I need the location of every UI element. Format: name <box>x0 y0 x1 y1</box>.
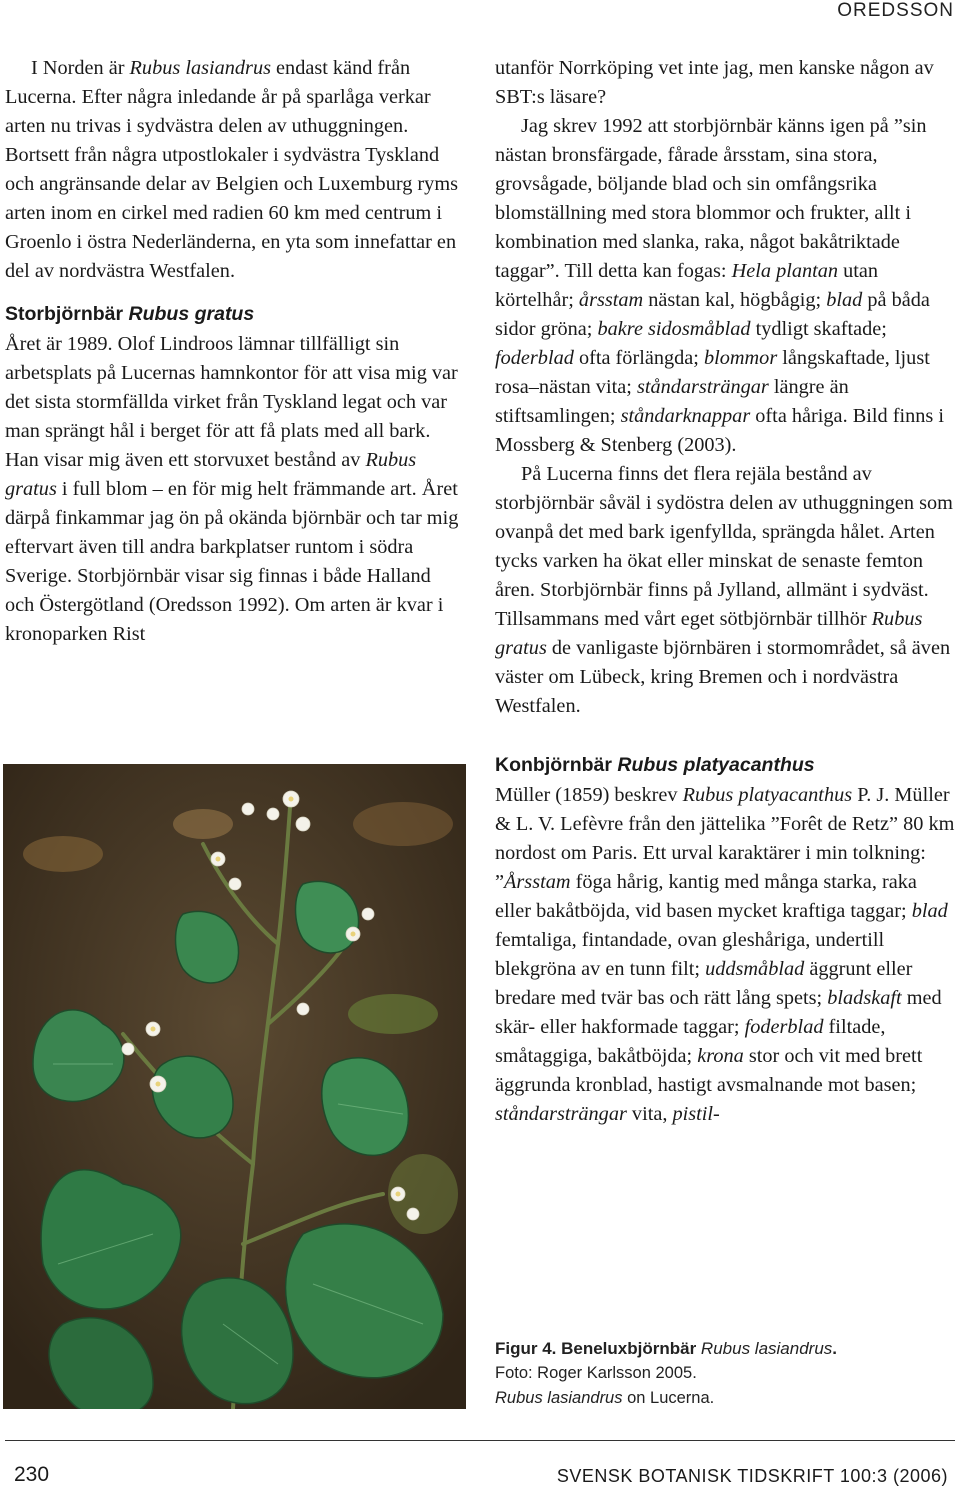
figure-photo <box>3 764 466 1409</box>
right-column <box>495 54 955 1129</box>
text-run: Året är 1989. Olof Lindroos lämnar tillfälligt sin arbetsplats på Lucernas hamnkontor för att visa mig var det sista stormfällda virket från Tyskland legat och var man sprängt hål i berget för att få plats med all bark. Han visar mig även ett storvuxet bestånd av <box>5 333 458 471</box>
text-run: endast känd från Lucerna. Efter några inledande år på sparlåga verkar arten nu trivas i sydvästra delen av uthuggningen. Bortsett från några utpostlokaler i sydvästra Tyskland och angränsande delar av Belgien och Luxemburg ryms arten inom en cirkel med radien 60 km med centrum i Groenlo i östra Nederländerna, en yta som innefattar en del av nordvästra Westfalen. <box>5 57 458 282</box>
text-run: I Norden är <box>31 57 130 79</box>
section-heading: Konbjörnbär Rubus platyacanthus <box>495 754 815 776</box>
page-number: 230 <box>14 1463 50 1486</box>
italic-run: Rubus lasiandrus <box>129 57 271 79</box>
paragraph: utanför Norrköping vet inte jag, men kanske någon av SBT:s läsare? <box>495 57 934 108</box>
caption-title: Figur 4. Beneluxbjörnbär Rubus lasiandrus. <box>495 1339 838 1358</box>
figure-caption <box>495 1336 945 1411</box>
caption-description: Rubus lasiandrus on Lucerna. <box>495 1389 715 1407</box>
left-column <box>5 54 465 649</box>
italic-run: Rubus gratus <box>5 449 417 500</box>
paragraph <box>5 330 465 649</box>
paragraph: Müller (1859) beskrev Rubus platyacanthus P. J. Müller & L. V. Lefèvre från den jättelika ”Forêt de Retz” 80 km nordost om Paris. Ett urval karaktärer i min tolkning: ”Årsstam föga hårig, kantig med många starka, raka eller bakåtböjda, vid basen mycket kraftiga taggar; blad femtaliga, fintandade, ovan gleshåriga, undertill blekgröna av en tunn filt; uddsmåblad äggrunt eller bredare med tvär bas och rätt lång spets; bladskaft med skär- eller hakformade taggar; foderblad filtade, småtaggiga, bakåtböjda; krona stor och vit med brett äggrunda kronblad, hastigt avsmalnande mot basen; ståndarsträngar vita, pistil- <box>495 784 955 1125</box>
journal-name: SVENSK BOTANISK TIDSKRIFT 100:3 (2006) <box>556 1466 948 1486</box>
paragraph <box>5 54 465 286</box>
section-heading: Storbjörnbär Rubus gratus <box>5 303 255 325</box>
text-run: i full blom – en för mig helt främmande art. Året därpå finkammar jag ön på okända björnbär och tar mig eftervart även till andra barkplatser runtom i södra Sverige. Storbjörnbär visar sig finnas i både Halland och Östergötland (Oredsson 1992). Om arten är kvar i kronoparken Rist <box>5 478 459 645</box>
caption-credit: Foto: Roger Karlsson 2005. <box>495 1364 697 1382</box>
footer-rule <box>5 1440 955 1441</box>
running-head: OREDSSON <box>837 0 954 21</box>
rubus-photo-illustration <box>3 764 466 1409</box>
paragraph: På Lucerna finns det flera rejäla bestånd av storbjörnbär såväl i sydöstra delen av uthuggningen som ovanpå det med bark igenfyllda, sprängda hålet. Arten tycks varken ha ökat eller minskat de senaste femton åren. Storbjörnbär finns på Jylland, allmänt i sydväst. Tillsammans med vårt eget sötbjörnbär tillhör Rubus gratus de vanligaste björnbären i stormområdet, så även väster om Lübeck, kring Bremen och i nordvästra Westfalen. <box>495 463 953 717</box>
paragraph: Jag skrev 1992 att storbjörnbär känns igen på ”sin nästan bronsfärgade, fårade årsstam, sina stora, grovsågade, böljande blad och sin omfångsrika blomställning med stora blommor och frukter, allt i kombination med slanka, raka, något bakåtriktade taggar”. Till detta kan fogas: Hela plantan utan körtelhår; årsstam nästan kal, högbågig; blad på båda sidor gröna; bakre sidosmåblad tydligt skaftade; foderblad ofta förlängda; blommor långskaftade, ljust rosa–nästan vita; ståndarsträngar längre än stiftsamlingen; ståndarknappar ofta håriga. Bild finns i Mossberg & Stenberg (2003). <box>495 115 944 456</box>
